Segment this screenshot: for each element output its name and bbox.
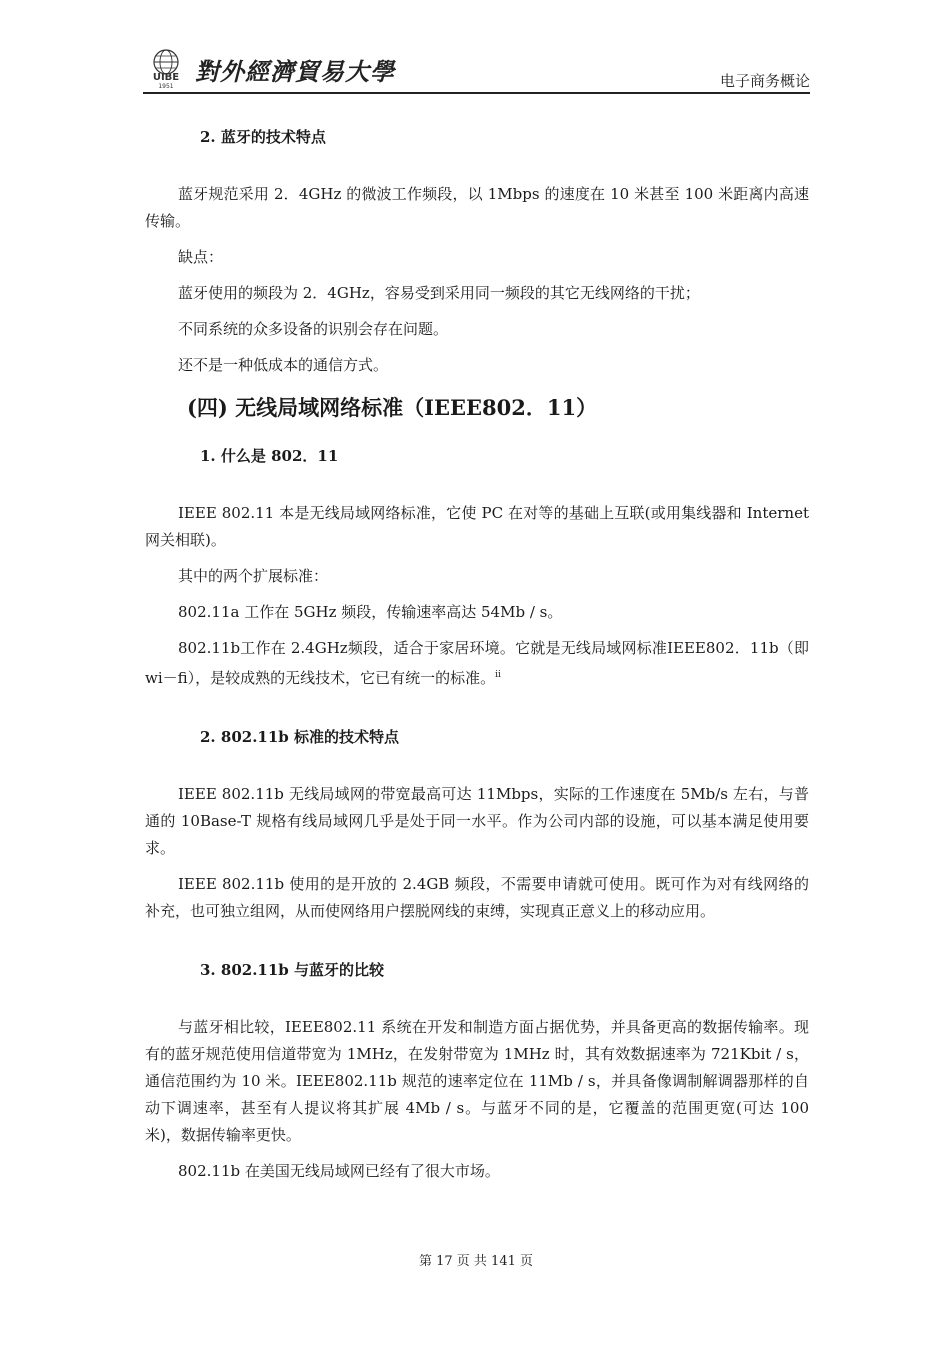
header-divider: [143, 92, 810, 94]
heading-part-four: (四) 无线局域网络标准（IEEE802．11）: [187, 395, 598, 420]
footnote-marker: ii: [495, 670, 501, 680]
page-header: [143, 40, 810, 94]
paragraph: IEEE 802.11b 使用的是开放的 2.4GB 频段，不需要申请就可使用。既可作为对有线网络的补充，也可独立组网，从而使网络用户摆脱网线的束缚，实现真正意义上的移动应用。: [145, 875, 809, 920]
university-logo-icon: [143, 44, 189, 90]
heading-80211b-features: 2. 802.11b 标准的技术特点: [200, 728, 399, 746]
paragraph: IEEE 802.11b 无线局域网的带宽最高可达 11Mbps，实际的工作速度在 5Mb/s 左右，与普通的 10Base-T 规格有线局域网几乎是处于同一水平。作为公司内部的设施，可以基本满足使用要求。: [145, 785, 809, 857]
logo-text: UIBE: [152, 72, 180, 83]
paragraph: 与蓝牙相比较，IEEE802.11 系统在开发和制造方面占据优势，并具备更高的数据传输率。现有的蓝牙规范使用信道带宽为 1MHz，在发射带宽为 1MHz 时，其有效数据速率为 721Kbit / s，通信范围约为 10 米。IEEE802.11b 规范的速率定位在 11Mb / s，并具备像调制解调器那样的自动下调速率，甚至有人提议将其扩展 4Mb / s。与蓝牙不同的是，它覆盖的范围更宽(可达 100 米)，数据传输率更快。: [145, 1018, 809, 1144]
heading-80211b-vs-bluetooth: 3. 802.11b 与蓝牙的比较: [200, 961, 384, 979]
paragraph: 不同系统的众多设备的识别会存在问题。: [178, 320, 449, 338]
page-content: [145, 118, 809, 1185]
paragraph: IEEE 802.11 本是无线局域网络标准，它使 PC 在对等的基础上互联(或用集线器和 Internet 网关相联)。: [145, 504, 809, 549]
page-footer: 第 17 页 共 141 页: [418, 1254, 534, 1269]
heading-bluetooth-features: 2. 蓝牙的技术特点: [200, 128, 326, 146]
paragraph: 802.11b 在美国无线局域网已经有了很大市场。: [178, 1162, 500, 1180]
university-name: 對外經濟貿易大學: [195, 57, 395, 86]
paragraph: 蓝牙规范采用 2．4GHz 的微波工作频段，以 1Mbps 的速度在 10 米甚至 100 米距离内高速传输。: [145, 185, 809, 230]
heading-what-is-80211: 1. 什么是 802．11: [200, 447, 339, 465]
paragraph-text: 802.11b工作在 2.4GHz频段，适合于家居环境。它就是无线局域网标准IEEE802．11b（即 wi－fi），是较成熟的无线技术，它已有统一的标准。: [145, 639, 809, 687]
course-title: 电子商务概论: [719, 72, 810, 90]
paragraph: [145, 635, 809, 692]
paragraph: 802.11a 工作在 5GHz 频段，传输速率高达 54Mb / s。: [178, 603, 563, 621]
logo-year: 1951: [158, 83, 174, 90]
paragraph: 缺点：: [178, 248, 224, 266]
paragraph: 蓝牙使用的频段为 2．4GHz，容易受到采用同一频段的其它无线网络的干扰；: [178, 284, 700, 302]
paragraph: 其中的两个扩展标准：: [178, 567, 329, 585]
paragraph: 还不是一种低成本的通信方式。: [178, 356, 389, 374]
